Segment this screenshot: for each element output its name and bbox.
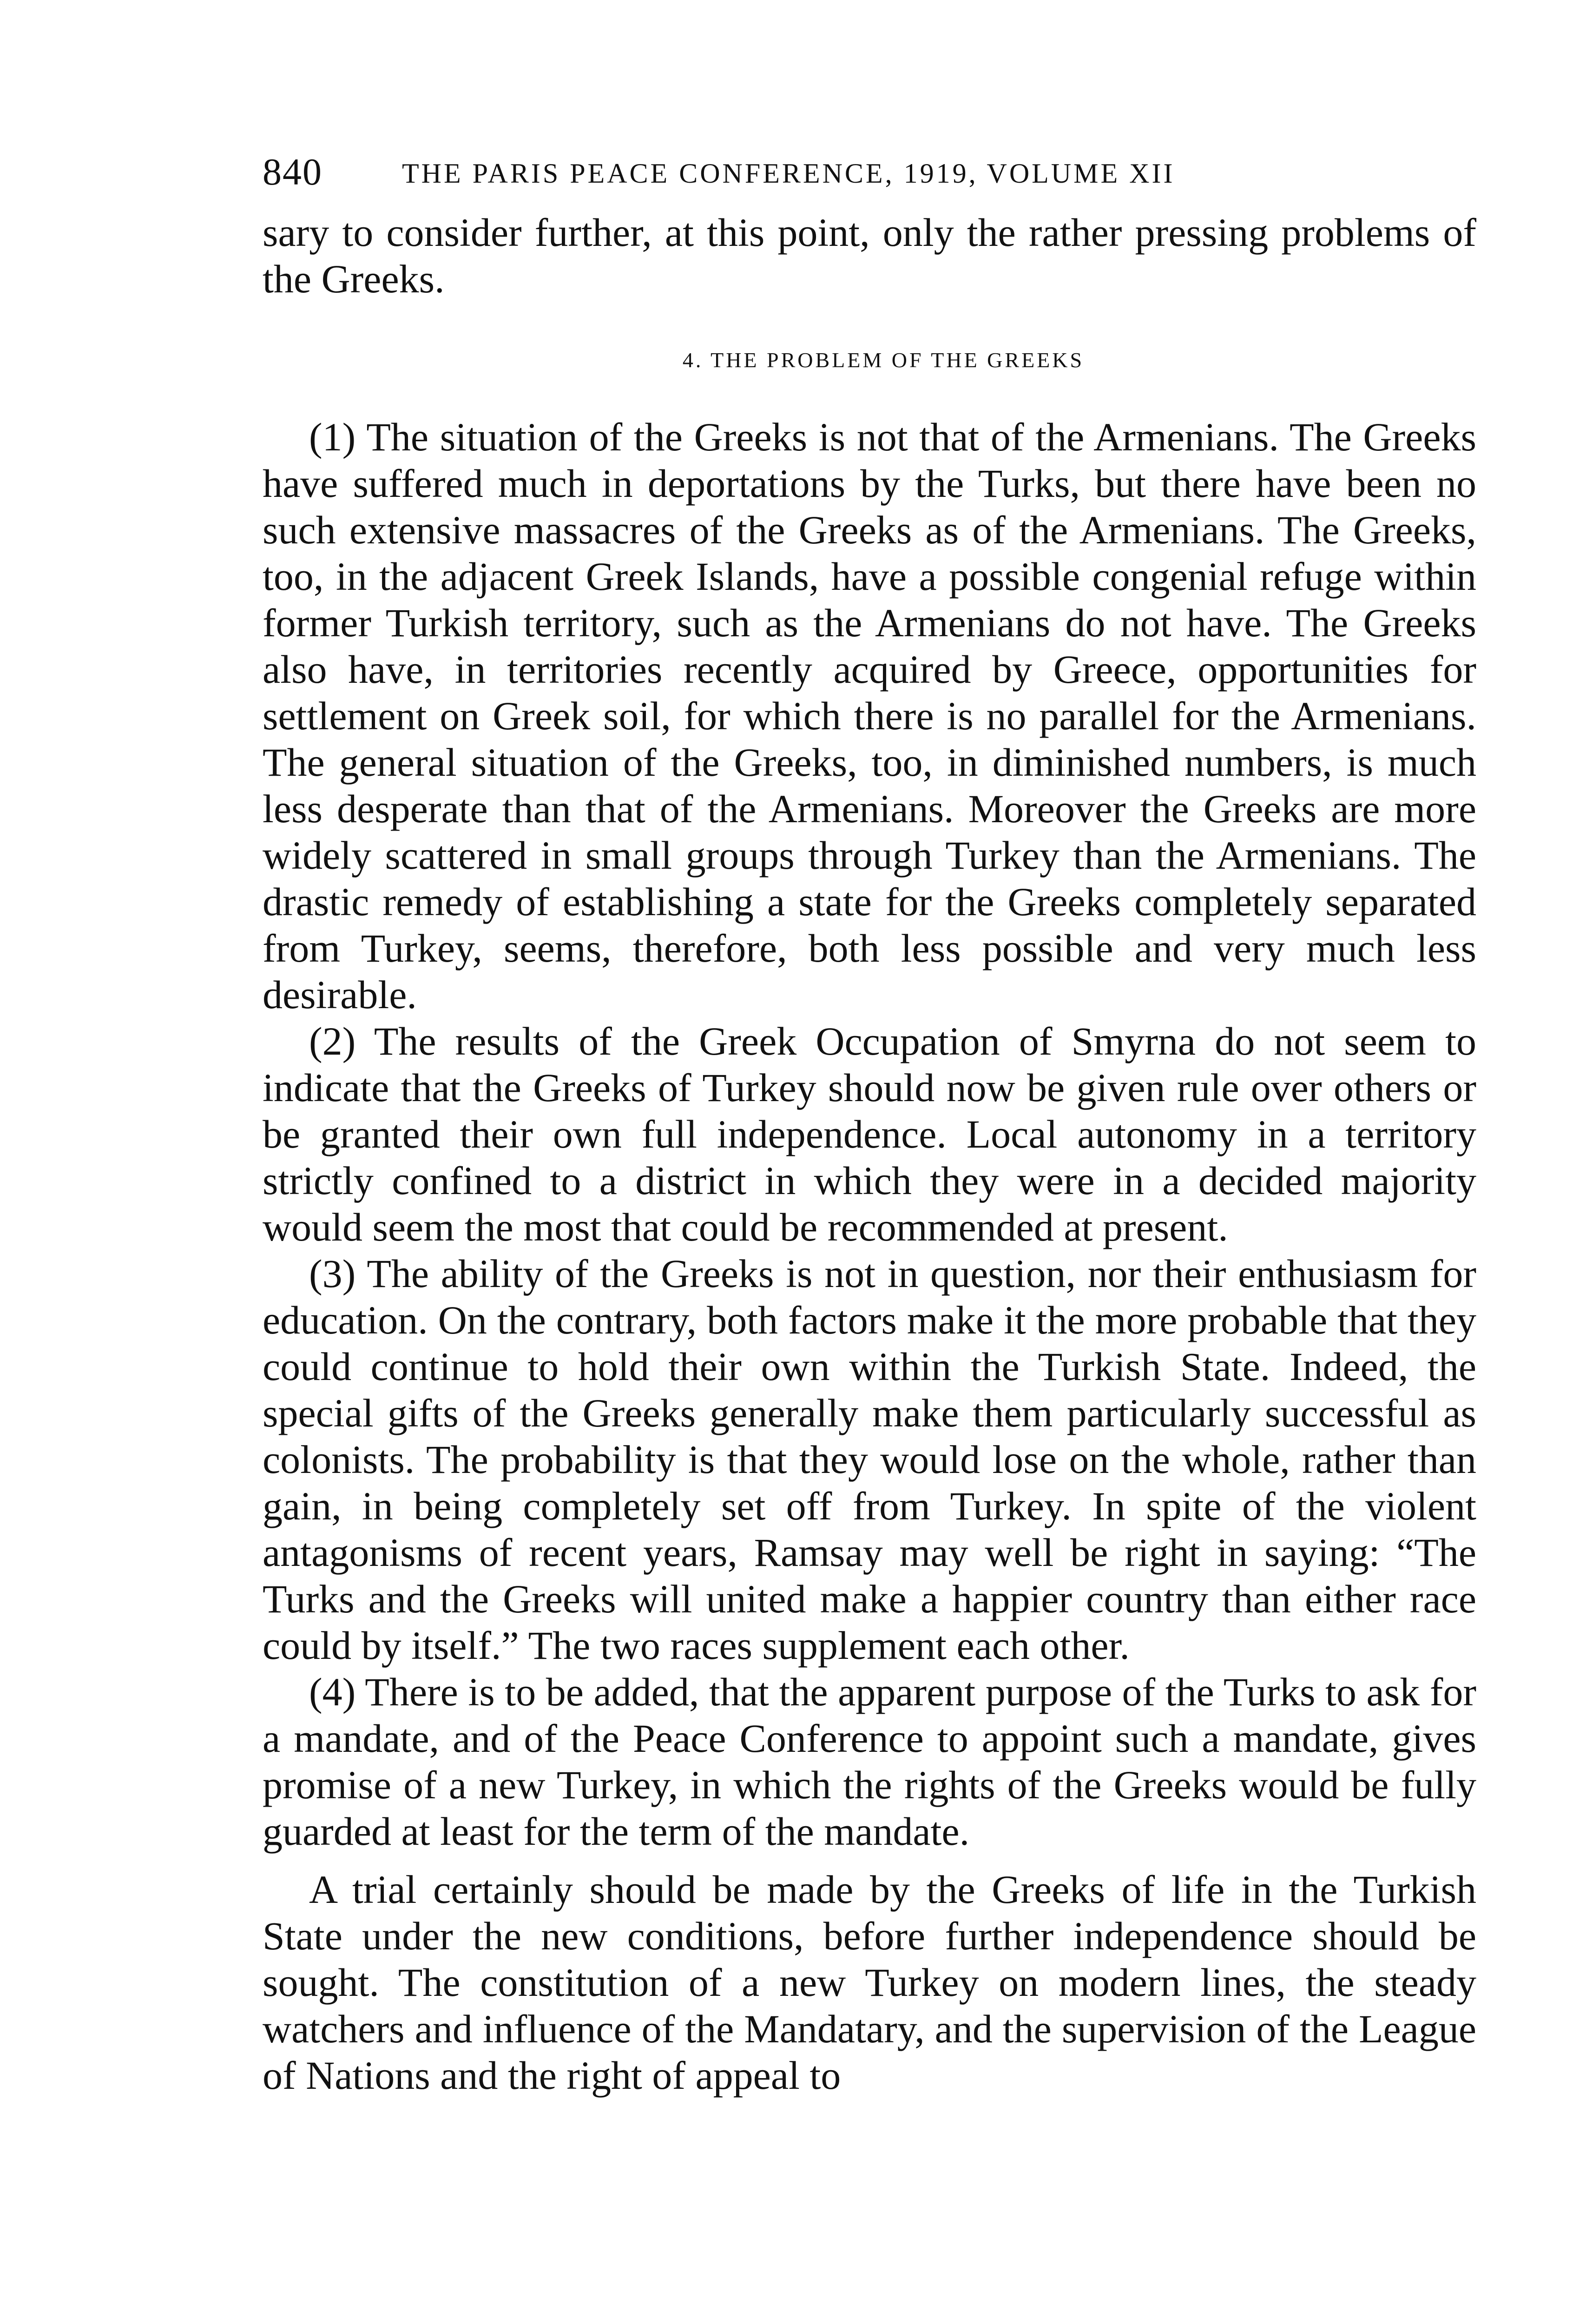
page-number: 840 bbox=[263, 151, 322, 193]
opening-paragraph: sary to consider further, at this point, only the rather pressing problems of the Greeks. bbox=[263, 210, 1476, 301]
running-title: THE PARIS PEACE CONFERENCE, 1919, VOLUME XII bbox=[402, 158, 1175, 189]
paragraph-1: (1) The situation of the Greeks is not that of the Armenians. The Greeks have suffered much in deportations by the Turks, but there have been no such extensive massacres of the Greeks as of the Armenians. The Greeks, too, in the adjacent Greek Islands, have a possible congenial refuge within former Turkish territory, such as the Armenians do not have. The Greeks also have, in territories recently acquired by Greece, opportunities for settlement on Greek soil, for which there is no parallel for the Armenians. The general situation of the Greeks, too, in diminished numbers, is much less desperate than that of the Armenians. Moreover the Greeks are more widely scattered in small groups through Turkey than the Armenians. The drastic remedy of establishing a state for the Greeks completely separated from Turkey, seems, therefore, both less possible and very much less desirable. bbox=[263, 415, 1476, 1017]
section-heading: 4. THE PROBLEM OF THE GREEKS bbox=[682, 348, 1085, 372]
paragraph-5: A trial certainly should be made by the Greeks of life in the Turkish State under the new conditions, before further independence should be sought. The constitution of a new Turkey on modern lines, the steady watchers and influence of the Mandatary, and the supervision of the League of Nations and the right of appeal to bbox=[263, 1867, 1476, 2098]
paragraph-2: (2) The results of the Greek Occupation of Smyrna do not seem to indicate that the Greeks of Turkey should now be given rule over others or be granted their own full independence. Local autonomy in a territory strictly confined to a district in which they were in a decided majority would seem the most that could be recommended at present. bbox=[263, 1019, 1476, 1249]
document-page bbox=[263, 139, 1476, 2099]
paragraph-4: (4) There is to be added, that the apparent purpose of the Turks to ask for a mandate, and of the Peace Conference to appoint such a mandate, gives promise of a new Turkey, in which the rights of the Greeks would be fully guarded at least for the term of the mandate. bbox=[263, 1670, 1476, 1854]
running-header bbox=[263, 139, 1476, 209]
body-text bbox=[263, 209, 1476, 2099]
paragraph-3: (3) The ability of the Greeks is not in question, nor their enthusiasm for education. On the contrary, both factors make it the more probable that they could continue to hold their own within the Turkish State. Indeed, the special gifts of the Greeks generally make them particularly successful as colonists. The probability is that they would lose on the whole, rather than gain, in being completely set off from Turkey. In spite of the violent antagonisms of recent years, Ramsay may well be right in saying: “The Turks and the Greeks will united make a happier country than either race could by itself.” The two races supplement each other. bbox=[263, 1251, 1476, 1668]
